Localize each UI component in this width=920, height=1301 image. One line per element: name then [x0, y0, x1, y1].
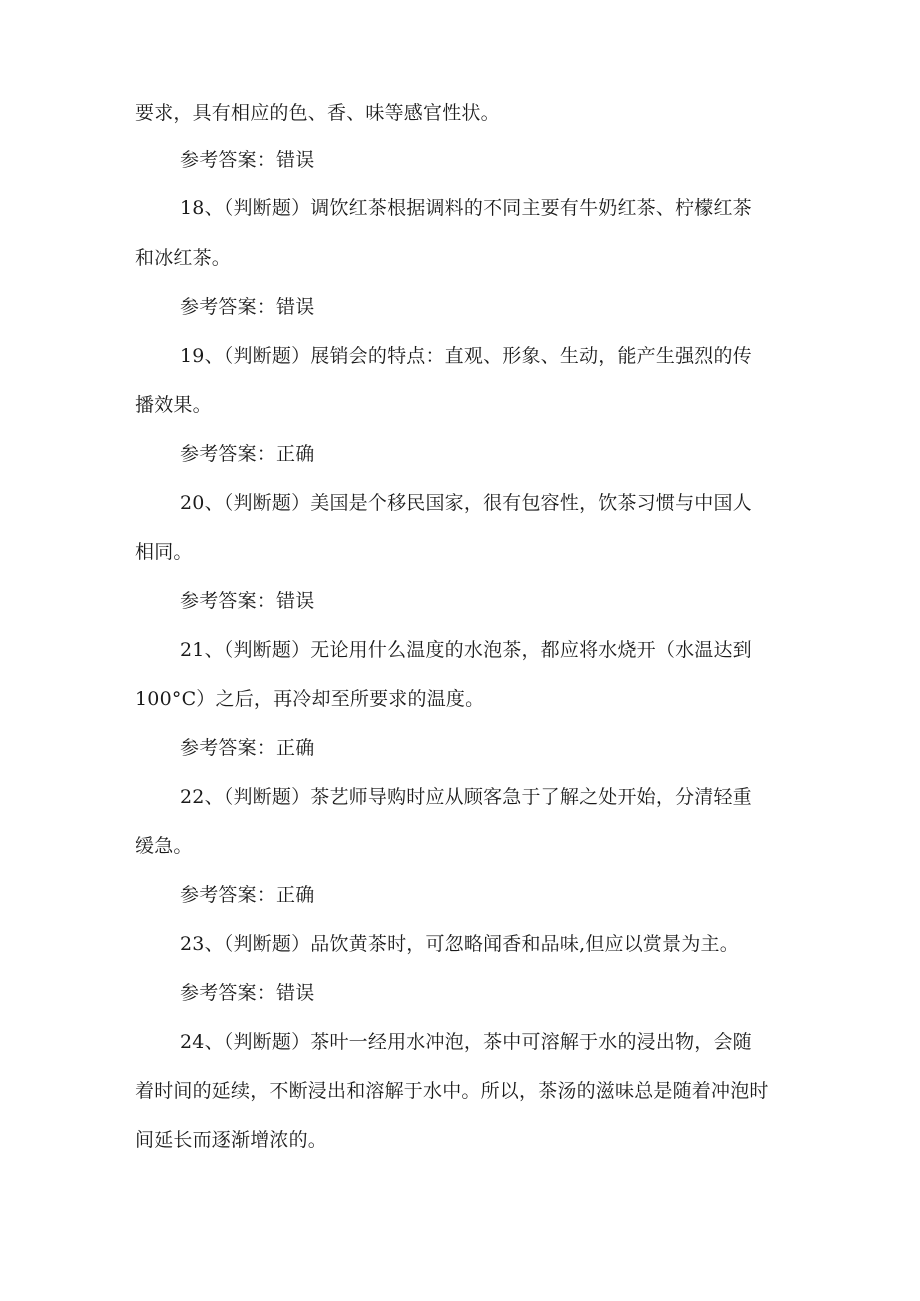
answer-line	[180, 883, 314, 907]
question-22-line-2: 缓急。	[135, 835, 193, 857]
question-19-line-2: 播效果。	[135, 394, 212, 416]
intro-line: 要求，具有相应的色、香、味等感官性状。	[135, 102, 500, 124]
question-21-line-1: 21、（判断题）无论用什么温度的水泡茶，都应将水烧开（水温达到	[180, 639, 752, 661]
answer-line	[180, 148, 314, 172]
answer-label: 参考答案：	[180, 982, 277, 1004]
answer-label: 参考答案：	[180, 149, 277, 171]
question-20-line-1: 20、（判断题）美国是个移民国家，很有包容性，饮茶习惯与中国人	[180, 492, 752, 514]
question-19-line-1: 19、（判断题）展销会的特点：直观、形象、生动，能产生强烈的传	[180, 345, 752, 367]
answer-line	[180, 589, 314, 613]
answer-line	[180, 295, 314, 319]
answer-value: 错误	[276, 149, 315, 171]
answer-line	[180, 736, 314, 760]
question-24-line-1: 24、（判断题）茶叶一经用水冲泡，茶中可溶解于水的浸出物，会随	[180, 1031, 752, 1053]
answer-label: 参考答案：	[180, 590, 277, 612]
answer-value: 正确	[276, 443, 315, 465]
answer-value: 错误	[276, 590, 315, 612]
question-20-line-2: 相同。	[135, 541, 193, 563]
answer-value: 错误	[276, 296, 315, 318]
answer-label: 参考答案：	[180, 296, 277, 318]
question-21-line-2: 100°C）之后，再冷却至所要求的温度。	[135, 688, 485, 710]
question-18-line-1: 18、（判断题）调饮红茶根据调料的不同主要有牛奶红茶、柠檬红茶	[180, 197, 752, 219]
answer-line	[180, 981, 314, 1005]
answer-value: 错误	[276, 982, 315, 1004]
answer-line	[180, 442, 314, 466]
question-18-line-2: 和冰红茶。	[135, 247, 232, 269]
question-22-line-1: 22、（判断题）茶艺师导购时应从顾客急于了解之处开始，分清轻重	[180, 786, 752, 808]
question-24-line-2: 着时间的延续，不断浸出和溶解于水中。所以，茶汤的滋味总是随着冲泡时	[135, 1080, 769, 1102]
answer-label: 参考答案：	[180, 737, 277, 759]
answer-label: 参考答案：	[180, 443, 277, 465]
answer-label: 参考答案：	[180, 884, 277, 906]
question-23-line-1: 23、（判断题）品饮黄茶时，可忽略闻香和品味,但应以赏景为主。	[180, 933, 739, 955]
answer-value: 正确	[276, 884, 315, 906]
question-24-line-3: 间延长而逐渐增浓的。	[135, 1129, 328, 1151]
answer-value: 正确	[276, 737, 315, 759]
